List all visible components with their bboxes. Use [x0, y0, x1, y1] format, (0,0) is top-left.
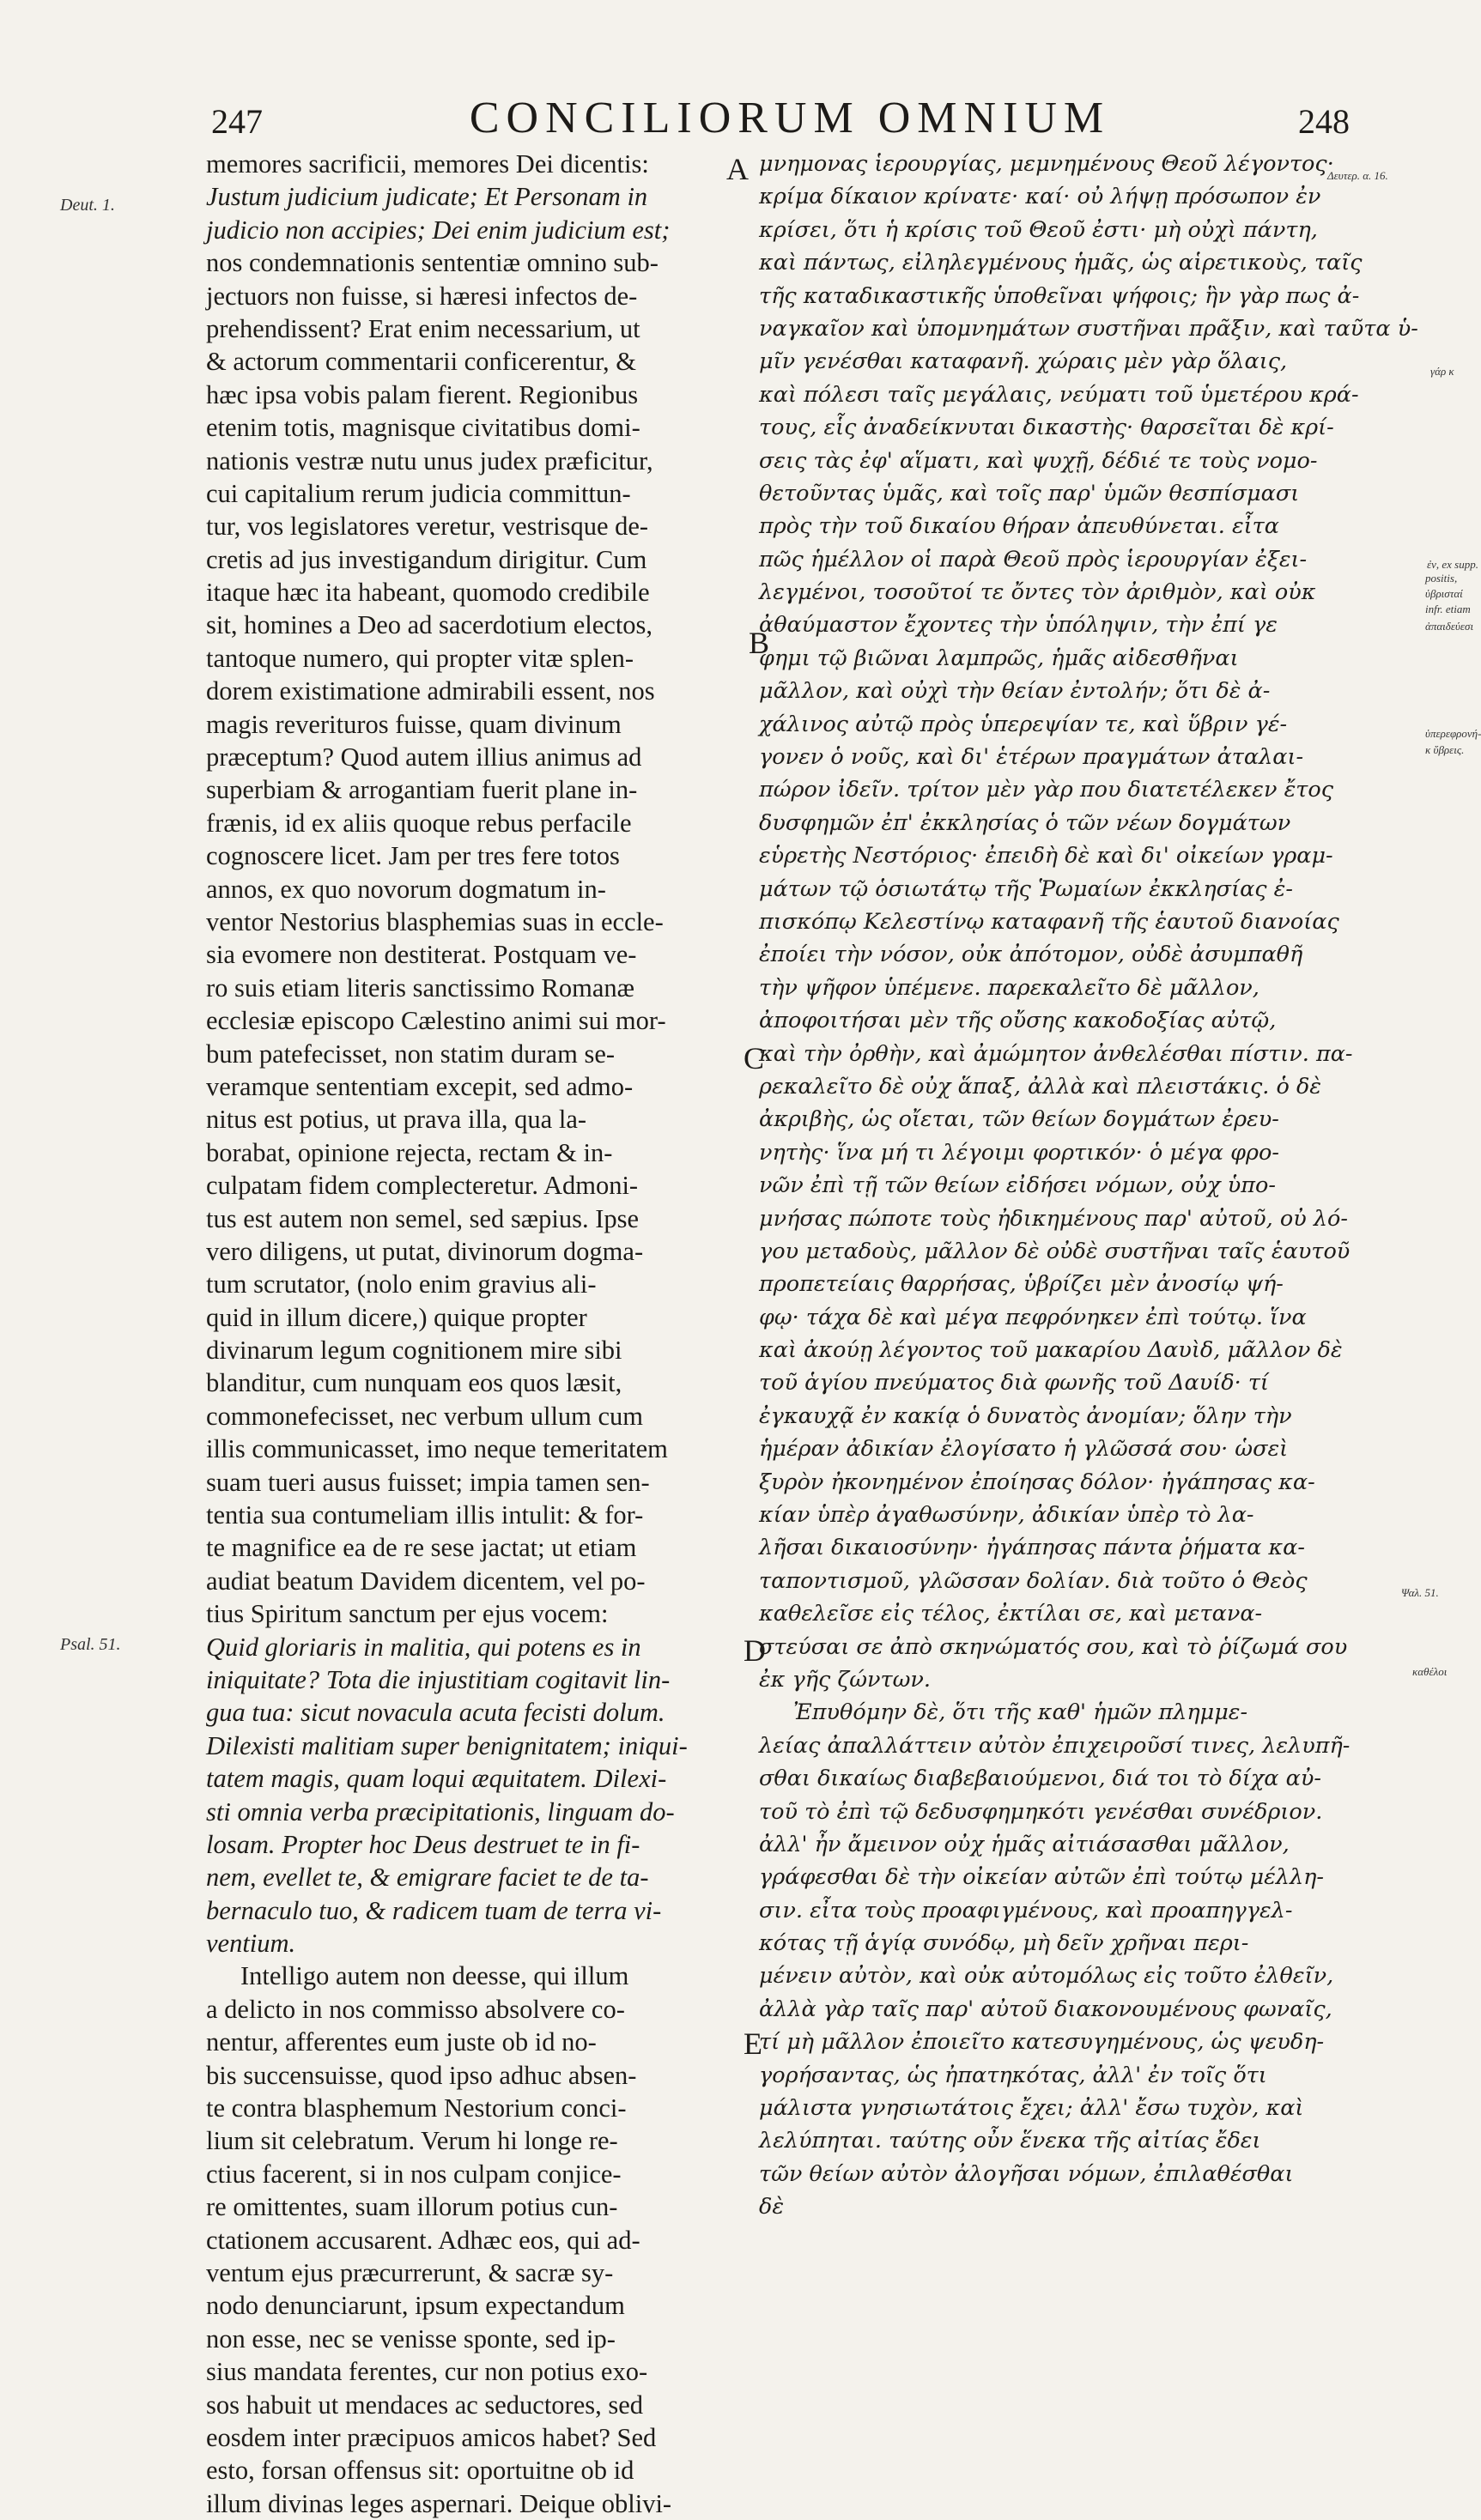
greek-line: γου μεταδοὺς, μᾶλλον δὲ οὐδὲ συστῆναι ταῖς ἑαυτοῦ [759, 1238, 1351, 1264]
greek-line: θετοῦντας ὑμᾶς, καὶ τοῖς παρ' ὑμῶν θεσπίσμασι [759, 480, 1300, 506]
greek-line: προπετείαις θαρρήσας, ὑβρίζει μὲν ἀνοσίῳ ψή- [759, 1271, 1284, 1298]
latin-line: tum scrutator, (nolo enim gravius ali- [206, 1269, 597, 1299]
greek-line: λῆσαι δικαιοσύνην· ἠγάπησας πάντα ῥήματα κα- [759, 1535, 1305, 1561]
latin-line: Intelligo autem non deesse, qui illum [240, 1961, 629, 1991]
latin-line: annos, ex quo novorum dogmatum in- [206, 874, 606, 904]
greek-line: ἐποίει τὴν νόσον, οὐκ ἀπότομον, οὐδὲ ἀσυμπαθῆ [759, 942, 1303, 968]
greek-line: Ἐπυθόμην δὲ, ὅτι τῆς καθ' ἡμῶν πλημμε- [793, 1699, 1248, 1726]
greek-line: κότας τῇ ἁγίᾳ συνόδῳ, μὴ δεῖν χρῆναι περι- [759, 1930, 1249, 1957]
latin-line: suam tueri ausus fuisset; impia tamen sen- [206, 1467, 650, 1497]
latin-line: memores sacrificii, memores Dei dicentis: [206, 149, 649, 179]
latin-line: sit, homines a Deo ad sacerdotium electos, [206, 610, 653, 640]
latin-line: gua tua: sicut novacula acuta fecisti dolum. [206, 1698, 665, 1728]
latin-line: eosdem inter præcipuos amicos habet? Sed [206, 2422, 657, 2452]
greek-line: μῖν γενέσθαι καταφανῆ. χώραις μὲν γὰρ ὅλαις, [759, 348, 1288, 375]
page-number-right: 248 [1298, 102, 1350, 141]
latin-line: bernaculo tuo, & radicem tuam de terra vi- [206, 1895, 662, 1925]
greek-line: γορήσαντας, ὡς ἠπατηκότας, ἀλλ' ἐν τοῖς ὅτι [759, 2062, 1267, 2088]
greek-line: λελύπηται. ταύτης οὖν ἕνεκα τῆς αἰτίας ἔδει [759, 2128, 1261, 2154]
latin-line: sos habuit ut mendaces ac seductores, sed [206, 2390, 644, 2420]
latin-line: sia evomere non destiterat. Postquam ve- [206, 940, 637, 970]
greek-line: δυσφημῶν ἐπ' ἐκκλησίας ὁ τῶν νέων δογμάτων [759, 809, 1291, 836]
latin-line: veramque sententiam excepit, sed admo- [206, 1071, 634, 1101]
greek-line: πρὸς τὴν τοῦ δικαίου θήραν ἀπευθύνεται. εἶτα [759, 513, 1279, 540]
greek-line: ἐκ γῆς ζώντων. [759, 1666, 932, 1693]
greek-line: φῳ· τάχα δὲ καὶ μέγα πεφρόνηκεν ἐπὶ τούτῳ. ἵνα [759, 1304, 1307, 1330]
latin-line: superbiam & arrogantiam fuerit plane in- [206, 775, 638, 805]
greek-line: μάλιστα γνησιωτάτοις ἔχει; ἀλλ' ἔσω τυχὸν, καὶ [759, 2095, 1304, 2122]
greek-line: πῶς ἡμέλλον οἱ παρὰ Θεοῦ πρὸς ἱερουργίαν ἐξει- [759, 546, 1308, 572]
greek-line: ρεκαλεῖτο δὲ οὐχ ἅπαξ, ἀλλὰ καὶ πλειστάκις. ὁ δὲ [759, 1073, 1321, 1099]
latin-line: audiat beatum Davidem dicentem, vel po- [206, 1566, 646, 1596]
latin-line: Quid gloriaris in malitia, qui potens es in [206, 1632, 641, 1662]
latin-line: bis succensuisse, quod ipso adhuc absen- [206, 2060, 637, 2090]
margin-note-right: infr. etiam [1425, 603, 1471, 615]
greek-line: ταποντισμοῦ, γλῶσσαν δολίαν. διὰ τοῦτο ὁ Θεὸς [759, 1567, 1308, 1594]
margin-note-right: ἀπαιδεύεσι [1425, 620, 1474, 633]
latin-line: magis reverituros fuisse, quam divinum [206, 709, 622, 739]
latin-line: ctationem accusarent. Adhæc eos, qui ad- [206, 2225, 640, 2255]
latin-line: jectuors non fuisse, si hæresi infectos de- [206, 281, 638, 311]
latin-line: lium sit celebratum. Verum hi longe re- [206, 2126, 618, 2156]
latin-column [206, 148, 749, 2520]
greek-line: τῶν θείων αὐτὸν ἀλογῆσαι νόμων, ἐπιλαθέσθαι [759, 2160, 1294, 2187]
latin-line: itaque hæc ita habeant, quomodo credibile [206, 578, 650, 608]
latin-line: Dilexisti malitiam super benignitatem; iniqui- [206, 1730, 688, 1760]
section-letter: D [744, 1633, 766, 1668]
latin-line: tatem magis, quam loqui æquitatem. Dilexi- [206, 1764, 667, 1794]
latin-line: cui capitalium rerum judicia committun- [206, 478, 631, 508]
margin-note-left: Deut. 1. [60, 196, 115, 215]
greek-line: τοῦ ἁγίου πνεύματος διὰ φωνῆς τοῦ Δαυίδ· τί [759, 1370, 1269, 1396]
latin-line: illis communicasset, imo neque temeritatem [206, 1434, 668, 1464]
latin-line: esto, forsan offensus sit: oportuitne ob id [206, 2456, 634, 2486]
latin-line: nentur, afferentes eum juste ob id no- [206, 2027, 597, 2057]
latin-line: tus est autem non semel, sed sæpius. Ipse [206, 1203, 640, 1233]
latin-line: tantoque numero, qui propter vitæ splen- [206, 643, 634, 673]
margin-note-right: ὑβρισταί [1425, 587, 1463, 600]
latin-line: re omittentes, suam illorum potius cun- [206, 2192, 618, 2222]
latin-line: prehendissent? Erat enim necessarium, ut [206, 313, 640, 343]
margin-note-right: καθέλοι [1412, 1665, 1448, 1678]
greek-line: τοῦ τὸ ἐπὶ τῷ δεδυσφημηκότι γενέσθαι συνέδριον. [759, 1798, 1323, 1825]
greek-line: ἀλλὰ γὰρ ταῖς παρ' αὐτοῦ διακονουμένους φωναῖς, [759, 1996, 1332, 2022]
greek-line: ἀποφοιτήσαι μὲν τῆς οὔσης κακοδοξίας αὐτῷ, [759, 1008, 1277, 1034]
greek-line: τί μὴ μᾶλλον ἐποιεῖτο κατεσυγημένους, ὡς ψευδη- [759, 2029, 1325, 2056]
greek-line: ἡμέραν ἀδικίαν ἐλογίσατο ἡ γλῶσσά σου· ὡσεὶ [759, 1436, 1289, 1463]
margin-note-right: γάρ κ [1430, 365, 1454, 378]
latin-line: sius mandata ferentes, cur non potius exo- [206, 2357, 648, 2387]
greek-line: λεγμένοι, τοσοῦτοί τε ὄντες τὸν ἀριθμὸν, καὶ οὐκ [759, 579, 1316, 606]
greek-line: πισκόπῳ Κελεστίνῳ καταφανῆ τῆς ἑαυτοῦ διανοίας [759, 908, 1339, 935]
greek-line: γράφεσθαι δὲ τὴν οἰκείαν αὐτῶν ἐπὶ τούτῳ μέλλη- [759, 1864, 1325, 1891]
greek-line: ξυρὸν ἠκονημένον ἐποίησας δόλον· ἠγάπησας κα- [759, 1469, 1315, 1495]
greek-line: τὴν ψῆφον ὑπέμενε. παρεκαλεῖτο δὲ μᾶλλον, [759, 974, 1259, 1001]
latin-line: ro suis etiam literis sanctissimo Romanæ [206, 972, 634, 1003]
greek-line: τους, εἷς ἀναδείκνυται δικαστὴς· θαρσεῖται δὲ κρί- [759, 415, 1334, 441]
greek-line: καὶ ἀκούῃ λέγοντος τοῦ μακαρίου Δαυὶδ, μᾶλλον δὲ [759, 1337, 1343, 1364]
greek-line: καὶ πάντως, εἰληλεγμένους ἡμᾶς, ὡς αἱρετικοὺς, ταῖς [759, 250, 1363, 276]
latin-line: tentia sua contumeliam illis intulit: & for- [206, 1500, 644, 1530]
margin-note-right: positis, [1425, 572, 1458, 585]
running-title: CONCILIORUM OMNIUM [469, 94, 1111, 142]
latin-line: ventium. [206, 1929, 296, 1959]
latin-line: iniquitate? Tota die injustitiam cogitavit lin- [206, 1664, 671, 1694]
latin-line: vero diligens, ut putat, divinorum dogma- [206, 1236, 644, 1266]
greek-line: νῶν ἐπὶ τῇ τῶν θείων εἰδήσει νόμων, οὐχ ὑπο- [759, 1172, 1276, 1199]
latin-line: Justum judicium judicate; Et Personam in [206, 182, 648, 212]
latin-line: & actorum commentarii conficerentur, & [206, 347, 636, 377]
margin-note-right: κ ὕβρεις. [1425, 743, 1465, 756]
latin-line: judicio non accipies; Dei enim judicium est; [206, 215, 671, 245]
greek-line: κρίμα δίκαιον κρίνατε· καί· οὐ λήψῃ πρόσωπον ἐν [759, 184, 1321, 210]
greek-line: στεύσαι σε ἀπὸ σκηνώματός σου, καὶ τὸ ῥίζωμά σου [759, 1633, 1348, 1660]
greek-line: καὶ τὴν ὀρθὴν, καὶ ἀμώμητον ἀνθελέσθαι πίστιν. πα- [759, 1040, 1353, 1067]
margin-note-left: Psal. 51. [60, 1635, 121, 1654]
latin-line: cognoscere licet. Jam per tres fere totos [206, 841, 620, 871]
margin-note-right: Ψαλ. 51. [1401, 1586, 1439, 1599]
latin-line: dorem existimatione admirabili essent, nos [206, 676, 655, 706]
greek-line: ἐγκαυχᾷ ἐν κακίᾳ ὁ δυνατὸς ἀνομίαν; ὅλην τὴν [759, 1402, 1292, 1429]
latin-line: borabat, opinione rejecta, rectam & in- [206, 1137, 613, 1167]
latin-line: præceptum? Quod autem illius animus ad [206, 742, 642, 772]
latin-line: hæc ipsa vobis palam fierent. Regionibus [206, 379, 639, 409]
latin-line: culpatam fidem complecteretur. Admoni- [206, 1171, 639, 1201]
latin-line: te contra blasphemum Nestorium conci- [206, 2093, 627, 2123]
greek-line: χάλινος αὐτῷ πρὸς ὑπερεψίαν τε, καὶ ὕβριν γέ- [759, 711, 1288, 737]
greek-line: γονεν ὁ νοῦς, καὶ δι' ἑτέρων πραγμάτων ἀταλαι- [759, 744, 1304, 771]
greek-line: μάτων τῷ ὁσιωτάτῳ τῆς Ῥωμαίων ἐκκλησίας ἐ- [759, 875, 1293, 902]
section-letter: C [744, 1041, 765, 1075]
greek-line: μνημονας ἱερουργίας, μεμνημένους Θεοῦ λέγοντος· [759, 151, 1334, 177]
greek-line: σθαι δικαίως διαβεβαιούμενοι, διά τοι τὸ δίχα αὐ- [759, 1766, 1321, 1792]
greek-line: καθελεῖσε εἰς τέλος, ἐκτίλαι σε, καὶ μετανα- [759, 1601, 1263, 1627]
latin-line: frænis, id ex aliis quoque rebus perfacile [206, 808, 632, 838]
latin-line: a delicto in nos commisso absolvere co- [206, 1994, 625, 2024]
latin-line: bum patefecisset, non statim duram se- [206, 1039, 616, 1069]
greek-line: φημι τῷ βιῶναι λαμπρῶς, ἡμᾶς αἰδεσθῆναι [759, 645, 1239, 671]
latin-line: nem, evellet te, & emigrare faciet te de ta- [206, 1863, 649, 1893]
greek-line: τῆς καταδικαστικῆς ὑποθεῖναι ψήφοις; ἣν γὰρ πως ἀ- [759, 282, 1360, 309]
latin-line: tur, vos legislatores veretur, vestrisque de- [206, 512, 649, 542]
page-number-left: 247 [211, 102, 263, 141]
greek-line: λείας ἀπαλλάττειν αὐτὸν ἐπιχειροῦσί τινες, λελυπῆ- [759, 1732, 1351, 1759]
greek-line: κίαν ὑπὲρ ἀγαθωσύνην, ἀδικίαν ὑπὲρ τὸ λα- [759, 1502, 1254, 1529]
latin-line: commonefecisset, nec verbum ullum cum [206, 1401, 644, 1431]
greek-line: κρίσει, ὅτι ἡ κρίσις τοῦ Θεοῦ ἐστι· μὴ οὐχὶ πάντη, [759, 216, 1318, 243]
latin-line: sti omnia verba præcipitationis, linguam do- [206, 1796, 675, 1826]
latin-line: nitus est potius, ut prava illa, qua la- [206, 1105, 587, 1135]
greek-line: ἀθαύμαστον ἔχοντες τὴν ὑπόληψιν, τὴν ἐπί γε [759, 612, 1278, 639]
greek-line: σεις τὰς ἐφ' αἵματι, καὶ ψυχῇ, δέδιέ τε τοὺς νομο- [759, 447, 1318, 474]
latin-line: non esse, nec se venisse sponte, sed ip- [206, 2323, 616, 2353]
latin-line: ecclesiæ episcopo Cælestino animi sui mor- [206, 1006, 666, 1036]
greek-column [759, 148, 1456, 2224]
margin-note-right: ὑπερεφρονή- [1425, 727, 1481, 740]
greek-line: νητὴς· ἵνα μή τι λέγοιμι φορτικόν· ὁ μέγα φρο- [759, 1139, 1279, 1166]
latin-line: cretis ad jus investigandum dirigitur. Cum [206, 544, 647, 574]
greek-line: ἀκριβὴς, ὡς οἴεται, τῶν θείων δογμάτων ἐρευ- [759, 1106, 1279, 1133]
section-letter: A [726, 152, 749, 186]
greek-line: μᾶλλον, καὶ οὐχὶ τὴν θείαν ἐντολήν; ὅτι δὲ ἀ- [759, 678, 1271, 705]
greek-line: δὲ [759, 2194, 785, 2220]
latin-line: ventor Nestorius blasphemias suas in eccle- [206, 906, 664, 936]
greek-line: ναγκαῖον καὶ ὑπομνημάτων συστῆναι πρᾶξιν, καὶ ταῦτα ὑ- [759, 315, 1418, 342]
latin-line: tius Spiritum sanctum per ejus vocem: [206, 1599, 609, 1629]
latin-line: losam. Propter hoc Deus destruet te in fi- [206, 1829, 640, 1859]
margin-note-right: ἐν, ex supp. [1427, 558, 1478, 571]
latin-line: etenim totis, magnisque civitatibus domi- [206, 413, 640, 443]
latin-line: divinarum legum cognitionem mire sibi [206, 1336, 622, 1366]
latin-line: ventum ejus præcurrerunt, & sacræ sy- [206, 2258, 614, 2287]
latin-line: ctius facerent, si in nos culpam conjice- [206, 2159, 622, 2189]
latin-line: nos condemnationis sententiæ omnino sub- [206, 248, 659, 278]
greek-line: μένειν αὐτὸν, καὶ οὐκ αὐτομόλως εἰς τοῦτο ἐλθεῖν, [759, 1963, 1334, 1990]
greek-line: μνήσας πώποτε τοὺς ἠδικημένους παρ' αὐτοῦ, οὐ λό- [759, 1205, 1348, 1232]
section-letter: B [749, 626, 770, 660]
latin-line: te magnifice ea de re sese jactat; ut etiam [206, 1533, 637, 1563]
greek-line: σιν. εἶτα τοὺς προαφιγμένους, καὶ προαπηγγελ- [759, 1897, 1293, 1923]
section-letter: E [744, 2026, 762, 2061]
latin-line: nodo denunciarunt, ipsum expectandum [206, 2291, 625, 2321]
latin-line: nationis vestræ nutu unus judex præficitur, [206, 445, 653, 476]
greek-line: πώρον ἰδεῖν. τρίτον μὲν γὰρ που διατετέλεκεν ἔτος [759, 777, 1333, 803]
greek-line: ἀλλ' ἦν ἄμεινον οὐχ ἡμᾶς αἰτιάσασθαι μᾶλλον, [759, 1831, 1290, 1857]
latin-line: blanditur, cum nunquam eos quos læsit, [206, 1368, 622, 1398]
latin-line: illum divinas leges aspernari. Deique oblivi- [206, 2488, 672, 2518]
margin-note-right: Δευτερ. α. 16. [1327, 169, 1388, 182]
greek-line: εὑρετὴς Νεστόριος· ἐπειδὴ δὲ καὶ δι' οἰκείων γραμ- [759, 843, 1333, 869]
greek-line: καὶ πόλεσι ταῖς μεγάλαις, νεύματι τοῦ ὑμετέρου κρά- [759, 381, 1359, 408]
latin-line: quid in illum dicere,) quique propter [206, 1302, 587, 1332]
